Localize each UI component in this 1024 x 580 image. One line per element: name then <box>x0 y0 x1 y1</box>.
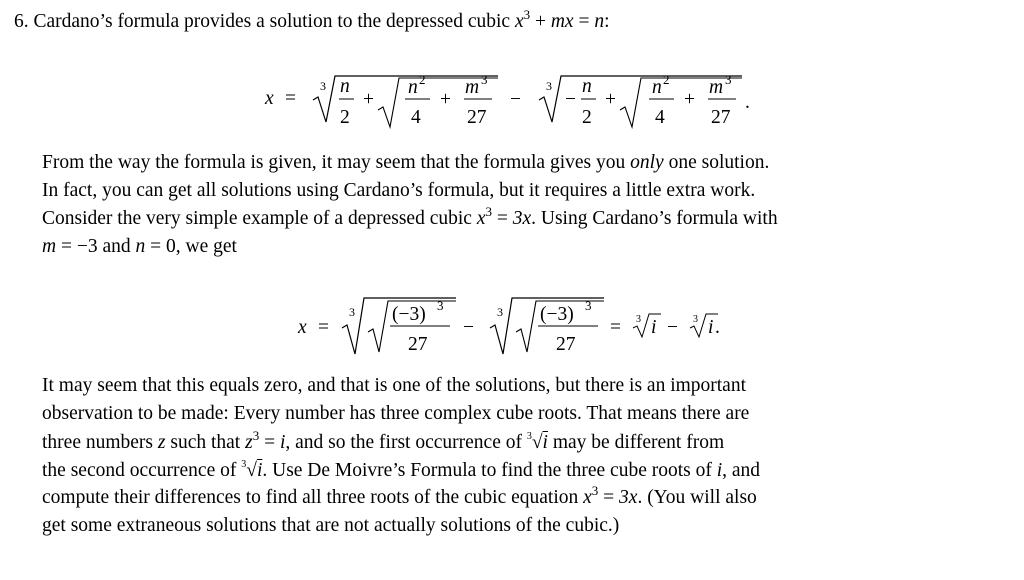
p2-l4-a: the second occurrence of <box>42 460 237 481</box>
p2-l4-i: i <box>716 460 723 481</box>
p1-l4-m: m <box>42 236 57 257</box>
f2-numer-1: (−3) <box>392 304 426 325</box>
f2-cbrt-index-2: 3 <box>693 314 698 325</box>
p1-l2: In fact, you can get all solutions using Cardano’s formula, but it requires a little extra work. <box>42 180 756 201</box>
f1-neg: − <box>565 89 576 110</box>
p2-l3-cbrt: $^3$√i <box>526 431 548 453</box>
p2-l3-z: z <box>157 432 166 453</box>
f1-two-2: 2 <box>582 107 592 128</box>
f2-denom-1: 27 <box>408 334 428 355</box>
f2-i-2: i <box>708 317 714 338</box>
p1-l3-rhs: 3x <box>512 208 532 229</box>
f1-n-numer-2: n <box>582 76 592 97</box>
para2-line5 <box>42 483 978 509</box>
p2-l4-b: . Use De Moivre’s Formula to find the three cube roots of <box>262 460 712 481</box>
para2-line6 <box>42 515 619 537</box>
f1-sq-1: 2 <box>419 72 426 87</box>
p2-l4-c: , and <box>722 460 761 481</box>
intro-math-exp: 3 <box>523 7 531 22</box>
p2-l3-d: may be different from <box>552 432 725 453</box>
intro-math-eq: = <box>578 11 590 32</box>
f1-n2-b: n <box>652 77 662 98</box>
f1-two: 2 <box>340 107 350 128</box>
problem-number: 6. <box>14 11 29 32</box>
p1-l4-nval: 0 <box>166 236 176 257</box>
p2-l3-c: , and so the first occurrence of <box>285 432 522 453</box>
p2-l3-b: such that <box>170 432 241 453</box>
p2-l3-root-i: i <box>542 432 548 453</box>
f1-27-1: 27 <box>467 107 487 128</box>
f2-i-1: i <box>651 317 657 338</box>
f2-numer-2: (−3) <box>540 304 574 325</box>
p2-l4-cbrt: $^3$√i <box>241 459 263 481</box>
p1-l3-exp: 3 <box>485 204 492 219</box>
f1-eq: = <box>285 88 296 109</box>
f2-eq2: = <box>610 317 621 338</box>
f2-period: . <box>715 317 720 338</box>
p2-l3-eq: = <box>264 432 276 453</box>
f1-four: 4 <box>411 107 421 128</box>
intro-math-mx: mx <box>550 11 574 32</box>
intro-colon: : <box>604 11 610 32</box>
f1-plus-2: + <box>440 89 451 110</box>
p2-l1: It may seem that this equals zero, and that is one of the solutions, but there is an important <box>42 375 747 396</box>
f1-root-index-2: 3 <box>546 79 552 93</box>
p1-l1-a: From the way the formula is given, it may seem that the formula gives you <box>42 152 626 173</box>
cardano-formula <box>0 60 1024 146</box>
f2-minus: − <box>463 317 474 338</box>
problem-intro: Cardano’s formula provides a solution to the depressed cubic <box>33 11 511 32</box>
p2-l3-z2: z <box>245 432 253 453</box>
f1-sq-2: 2 <box>663 72 670 87</box>
f1-x: x <box>265 88 274 109</box>
f2-cube-1: 3 <box>437 298 444 313</box>
f1-m3: m <box>465 77 480 98</box>
para2-line2 <box>42 403 978 425</box>
para2-line4 <box>42 459 978 482</box>
p2-l6: get some extraneous solutions that are not actually solutions of the cubic.) <box>42 515 620 536</box>
p1-l4-and: and <box>102 236 131 257</box>
p1-l4-eq2: = <box>150 236 162 257</box>
p2-l5-eq: = <box>603 487 615 508</box>
p2-l2: observation to be made: Every number has three complex cube roots. That means there are <box>42 403 750 424</box>
f2-root-index-1: 3 <box>349 305 355 319</box>
example-formula-svg <box>0 284 1024 364</box>
p2-l5-exp: 3 <box>591 483 599 498</box>
para1-line3 <box>42 204 978 230</box>
para1-line4 <box>42 236 237 258</box>
para1-line2 <box>42 180 978 202</box>
p2-l5-b: . (You will also <box>637 487 757 508</box>
f1-cube-1: 3 <box>481 72 488 87</box>
f1-root-index-1: 3 <box>320 79 326 93</box>
p1-l4-n: n <box>135 236 146 257</box>
p1-l3-eq: = <box>496 208 508 229</box>
f2-minus-2: − <box>667 317 678 338</box>
f1-period: . <box>745 92 750 113</box>
p2-l3-i: i <box>279 432 286 453</box>
p1-l4-rest: , we get <box>175 236 237 257</box>
f1-cube-2: 3 <box>725 72 732 87</box>
f1-plus-4: + <box>684 89 695 110</box>
p2-l4-root-i: i <box>256 460 263 481</box>
f2-x: x <box>298 317 307 338</box>
f1-n2: n <box>408 77 418 98</box>
f2-cube-2: 3 <box>585 298 592 313</box>
example-formula <box>0 284 1024 370</box>
p1-l3-b: . Using Cardano’s formula with <box>531 208 778 229</box>
f1-plus-3: + <box>605 89 616 110</box>
f1-27-2: 27 <box>711 107 731 128</box>
f2-cbrt-index-1: 3 <box>636 314 641 325</box>
p2-l3-a: three numbers <box>42 432 154 453</box>
f1-m3-b: m <box>709 77 724 98</box>
f1-four-2: 4 <box>655 107 665 128</box>
cardano-formula-svg <box>0 60 1024 140</box>
para1-line1 <box>42 152 978 174</box>
f2-root-index-2: 3 <box>497 305 503 319</box>
p1-l3-x: x <box>476 208 486 229</box>
f1-minus: − <box>510 89 521 110</box>
p1-l1-emph: only <box>630 152 664 173</box>
intro-math-n: n <box>594 11 605 32</box>
p2-l5-rhs: 3x <box>619 487 638 508</box>
f1-plus-1: + <box>363 89 374 110</box>
f2-denom-2: 27 <box>556 334 576 355</box>
intro-math-plus: + <box>534 11 546 32</box>
p2-l5-a: compute their differences to find all three roots of the cubic equation <box>42 487 579 508</box>
f2-eq: = <box>318 317 329 338</box>
problem-statement <box>14 7 610 33</box>
p1-l4-mval: −3 <box>76 236 98 257</box>
p2-l5-x: x <box>583 487 592 508</box>
p1-l4-eq1: = <box>60 236 72 257</box>
para2-line1 <box>42 375 978 397</box>
p2-l3-exp: 3 <box>252 428 260 443</box>
para2-line3 <box>42 428 978 454</box>
intro-math-x: x <box>514 11 524 32</box>
f1-n-numer: n <box>340 76 350 97</box>
p1-l3-a: Consider the very simple example of a depressed cubic <box>42 208 472 229</box>
p1-l1-b: one solution. <box>668 152 770 173</box>
